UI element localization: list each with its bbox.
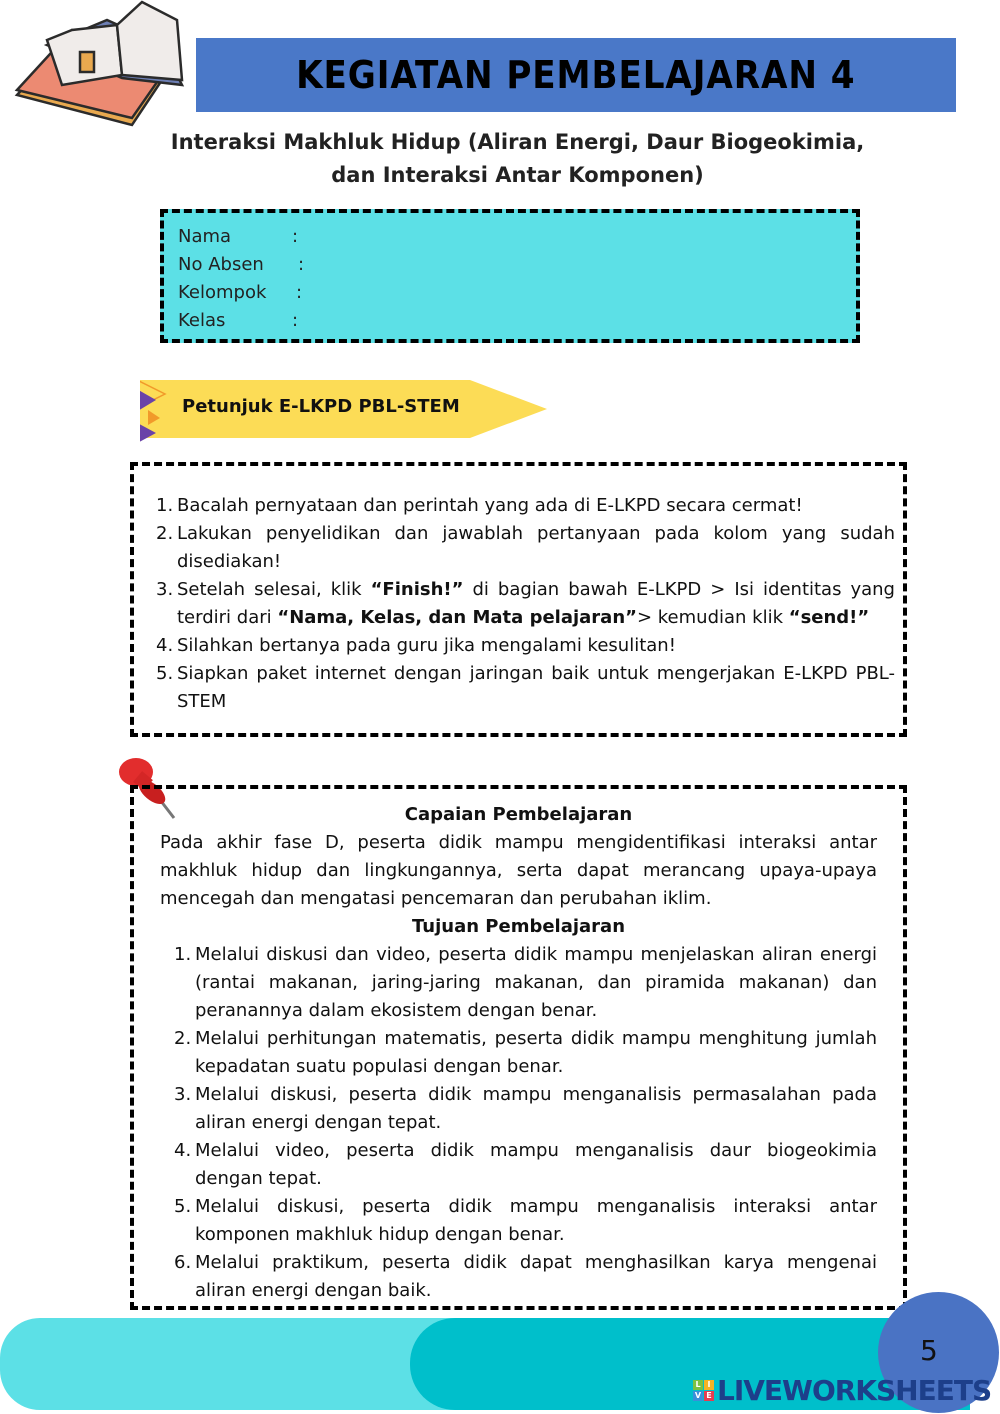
colon: : — [296, 282, 303, 303]
item-number: 3. — [174, 1084, 192, 1105]
page-number: 5 — [920, 1334, 938, 1367]
subtitle-line-1: Interaksi Makhluk Hidup (Aliran Energi, Daur Biogeokimia, — [170, 130, 865, 154]
instruction-item — [156, 520, 895, 576]
item-number: 3. — [156, 579, 174, 600]
subtitle — [150, 126, 885, 192]
item-text: Bacalah pernyataan dan perintah yang ada di E-LKPD secara cermat! — [177, 495, 803, 516]
instruction-item — [156, 576, 895, 632]
tujuan-item — [174, 1025, 877, 1081]
tujuan-item — [174, 1193, 877, 1249]
liveworksheets-logo-icon: L I V E — [693, 1380, 714, 1401]
item-text: Silahkan bertanya pada guru jika mengalami kesulitan! — [177, 635, 676, 656]
instruction-item — [156, 632, 895, 660]
item-number: 1. — [174, 944, 192, 965]
item-text: Melalui diskusi, peserta didik mampu menganalisis interaksi antar komponen makhluk hidup dengan benar. — [195, 1196, 877, 1245]
tujuan-list — [160, 941, 877, 1305]
item-number: 1. — [156, 495, 174, 516]
identity-nama[interactable] — [178, 226, 299, 247]
label: No Absen — [178, 254, 264, 275]
item-number: 2. — [174, 1028, 192, 1049]
item-number: 4. — [174, 1140, 192, 1161]
instructions-box — [130, 462, 907, 737]
liveworksheets-logo[interactable] — [693, 1374, 991, 1407]
books-icon — [12, 0, 192, 130]
item-text: Melalui diskusi, peserta didik mampu menganalisis permasalahan pada aliran energi dengan tepat. — [195, 1084, 877, 1133]
identity-kelas[interactable] — [178, 310, 299, 331]
colon: : — [292, 226, 299, 247]
item-text: Lakukan penyelidikan dan jawablah pertanyaan pada kolom yang sudah disediakan! — [177, 523, 895, 572]
tujuan-item — [174, 1081, 877, 1137]
item-text: Melalui perhitungan matematis, peserta didik mampu menghitung jumlah kepadatan suatu populasi dengan benar. — [195, 1028, 877, 1077]
page-title: KEGIATAN PEMBELAJARAN 4 — [296, 53, 856, 97]
instructions-list — [156, 492, 895, 716]
tujuan-item — [174, 941, 877, 1025]
label: Kelompok — [178, 282, 267, 303]
capaian-heading: Capaian Pembelajaran — [404, 804, 633, 825]
item-text: Siapkan paket internet dengan jaringan baik untuk mengerjakan E-LKPD PBL-STEM — [177, 663, 895, 712]
tujuan-heading: Tujuan Pembelajaran — [411, 916, 626, 937]
item-number: 4. — [156, 635, 174, 656]
label: Nama — [178, 226, 232, 247]
identity-kelompok[interactable] — [178, 282, 303, 303]
item-number: 6. — [174, 1252, 192, 1273]
instructions-heading: Petunjuk E-LKPD PBL-STEM — [182, 396, 460, 417]
learning-goals-box — [130, 785, 907, 1310]
item-number: 5. — [156, 663, 174, 684]
item-text: Setelah selesai, klik “Finish!” di bagian bawah E-LKPD > Isi identitas yang terdiri dari “Nama, Kelas, dan Mata pelajaran”> kemudian klik “send!” — [177, 579, 895, 628]
identity-box — [160, 209, 860, 343]
label: Kelas — [178, 310, 226, 331]
colon: : — [292, 310, 299, 331]
item-number: 2. — [156, 523, 174, 544]
tujuan-item — [174, 1137, 877, 1193]
colon: : — [298, 254, 305, 275]
instruction-item — [156, 660, 895, 716]
capaian-text: Pada akhir fase D, peserta didik mampu mengidentifikasi interaksi antar makhluk hidup dan lingkungannya, serta dapat merancang upaya-upaya mencegah dan mengatasi pencemaran dan perubahan iklim. — [160, 832, 877, 909]
subtitle-line-2: dan Interaksi Antar Komponen) — [331, 163, 704, 187]
instruction-item — [156, 492, 895, 520]
identity-no-absen[interactable] — [178, 254, 305, 275]
item-text: Melalui praktikum, peserta didik dapat menghasilkan karya mengenai aliran energi dengan baik. — [195, 1252, 877, 1301]
tujuan-item — [174, 1249, 877, 1305]
item-text: Melalui video, peserta didik mampu menganalisis daur biogeokimia dengan tepat. — [195, 1140, 877, 1189]
item-text: Melalui diskusi dan video, peserta didik mampu menjelaskan aliran energi (rantai makanan, jaring-jaring makanan, dan piramida makanan) dan peranannya dalam ekosistem dengan benar. — [195, 944, 877, 1021]
brand-text: LIVEWORKSHEETS — [717, 1374, 992, 1407]
title-banner — [196, 38, 956, 112]
item-number: 5. — [174, 1196, 192, 1217]
